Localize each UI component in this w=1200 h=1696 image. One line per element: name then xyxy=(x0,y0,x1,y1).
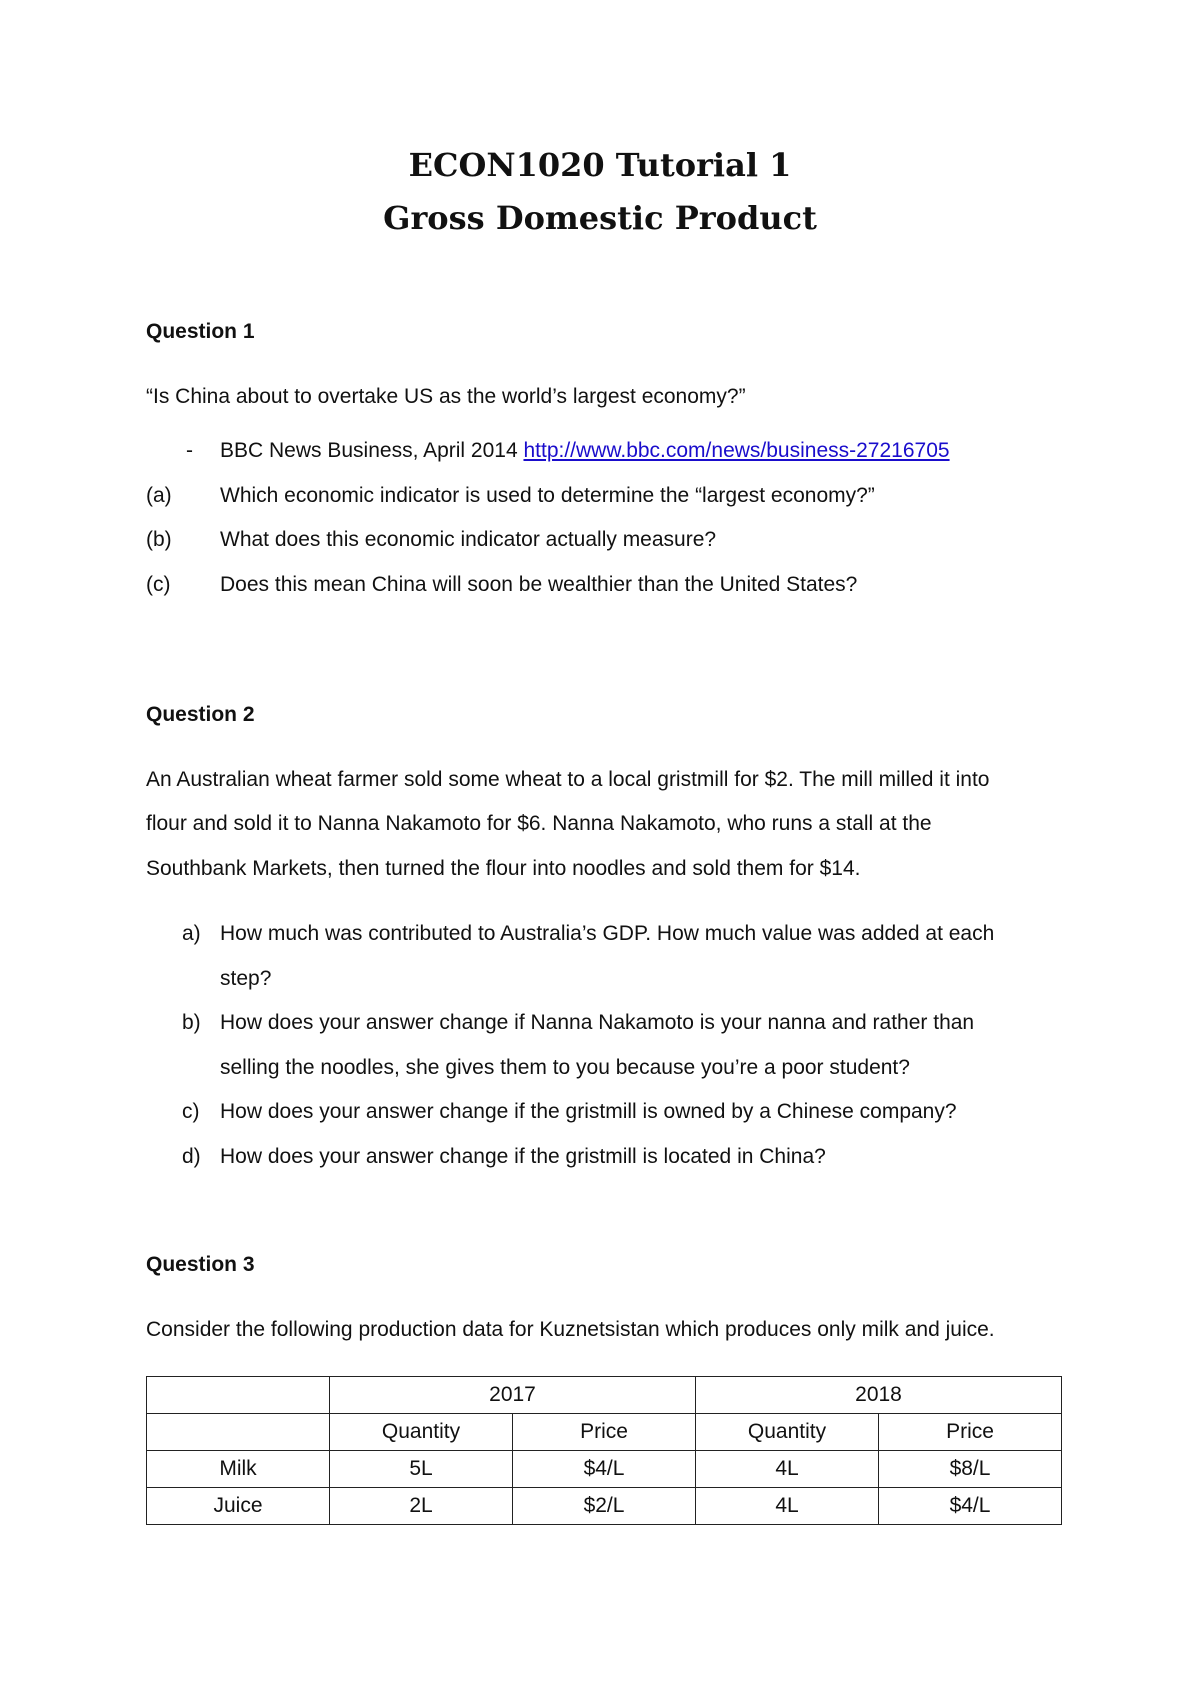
part-marker: c) xyxy=(182,1100,200,1123)
table-cell: $8/L xyxy=(879,1451,1062,1488)
question-2b-text: How does your answer change if Nanna Nakamoto is your nanna and rather than xyxy=(220,1011,975,1034)
question-1-quote: “Is China about to overtake US as the world’s largest economy?” xyxy=(146,385,746,408)
table-row-label: Milk xyxy=(147,1451,330,1488)
table-cell: 4L xyxy=(696,1488,879,1525)
question-2b-text-continued: selling the noodles, she gives them to you because you’re a poor student? xyxy=(220,1056,910,1079)
question-2-heading: Question 2 xyxy=(146,703,255,726)
table-corner-cell xyxy=(147,1414,330,1451)
table-corner-cell xyxy=(147,1377,330,1414)
question-1b-text: What does this economic indicator actually measure? xyxy=(220,528,717,551)
table-year-header: 2018 xyxy=(696,1377,1062,1414)
part-marker: (c) xyxy=(146,573,171,596)
question-2a-text-continued: step? xyxy=(220,967,272,990)
table-cell: 5L xyxy=(330,1451,513,1488)
table-cell: 4L xyxy=(696,1451,879,1488)
table-row xyxy=(147,1488,1062,1525)
question-1-heading: Question 1 xyxy=(146,320,255,343)
question-2-paragraph-line: An Australian wheat farmer sold some wheat to a local gristmill for $2. The mill milled it into xyxy=(146,768,990,791)
production-data-table xyxy=(146,1376,1062,1525)
question-2-paragraph-line: Southbank Markets, then turned the flour into noodles and sold them for $14. xyxy=(146,857,861,880)
table-subheader: Price xyxy=(879,1414,1062,1451)
table-cell: $4/L xyxy=(513,1451,696,1488)
question-3-intro: Consider the following production data for Kuznetsistan which produces only milk and juice. xyxy=(146,1318,995,1341)
table-subheader: Quantity xyxy=(696,1414,879,1451)
table-row xyxy=(147,1451,1062,1488)
table-cell: $4/L xyxy=(879,1488,1062,1525)
table-row-label: Juice xyxy=(147,1488,330,1525)
table-header-row-years xyxy=(147,1377,1062,1414)
part-marker: (b) xyxy=(146,528,172,551)
table-subheader: Price xyxy=(513,1414,696,1451)
question-1c-text: Does this mean China will soon be wealthier than the United States? xyxy=(220,573,858,596)
table-subheader: Quantity xyxy=(330,1414,513,1451)
question-2c-text: How does your answer change if the gristmill is owned by a Chinese company? xyxy=(220,1100,957,1123)
table-cell: 2L xyxy=(330,1488,513,1525)
part-marker: b) xyxy=(182,1011,201,1034)
table-year-header: 2017 xyxy=(330,1377,696,1414)
question-3-heading: Question 3 xyxy=(146,1253,255,1276)
bbc-article-link[interactable]: http://www.bbc.com/news/business-27216705 xyxy=(523,439,950,462)
question-2a-text: How much was contributed to Australia’s GDP. How much value was added at each xyxy=(220,922,995,945)
source-dash: - xyxy=(186,439,193,462)
source-text: BBC News Business, April 2014 xyxy=(220,439,524,462)
question-1a-text: Which economic indicator is used to determine the “largest economy?” xyxy=(220,484,875,507)
document-subtitle: Gross Domestic Product xyxy=(383,199,817,237)
part-marker: a) xyxy=(182,922,201,945)
source-line xyxy=(220,438,950,464)
table-header-row-fields xyxy=(147,1414,1062,1451)
part-marker: (a) xyxy=(146,484,172,507)
document-title: ECON1020 Tutorial 1 xyxy=(408,146,792,184)
table-cell: $2/L xyxy=(513,1488,696,1525)
question-2-paragraph-line: flour and sold it to Nanna Nakamoto for $6. Nanna Nakamoto, who runs a stall at the xyxy=(146,812,932,835)
question-2d-text: How does your answer change if the gristmill is located in China? xyxy=(220,1145,826,1168)
part-marker: d) xyxy=(182,1145,201,1168)
